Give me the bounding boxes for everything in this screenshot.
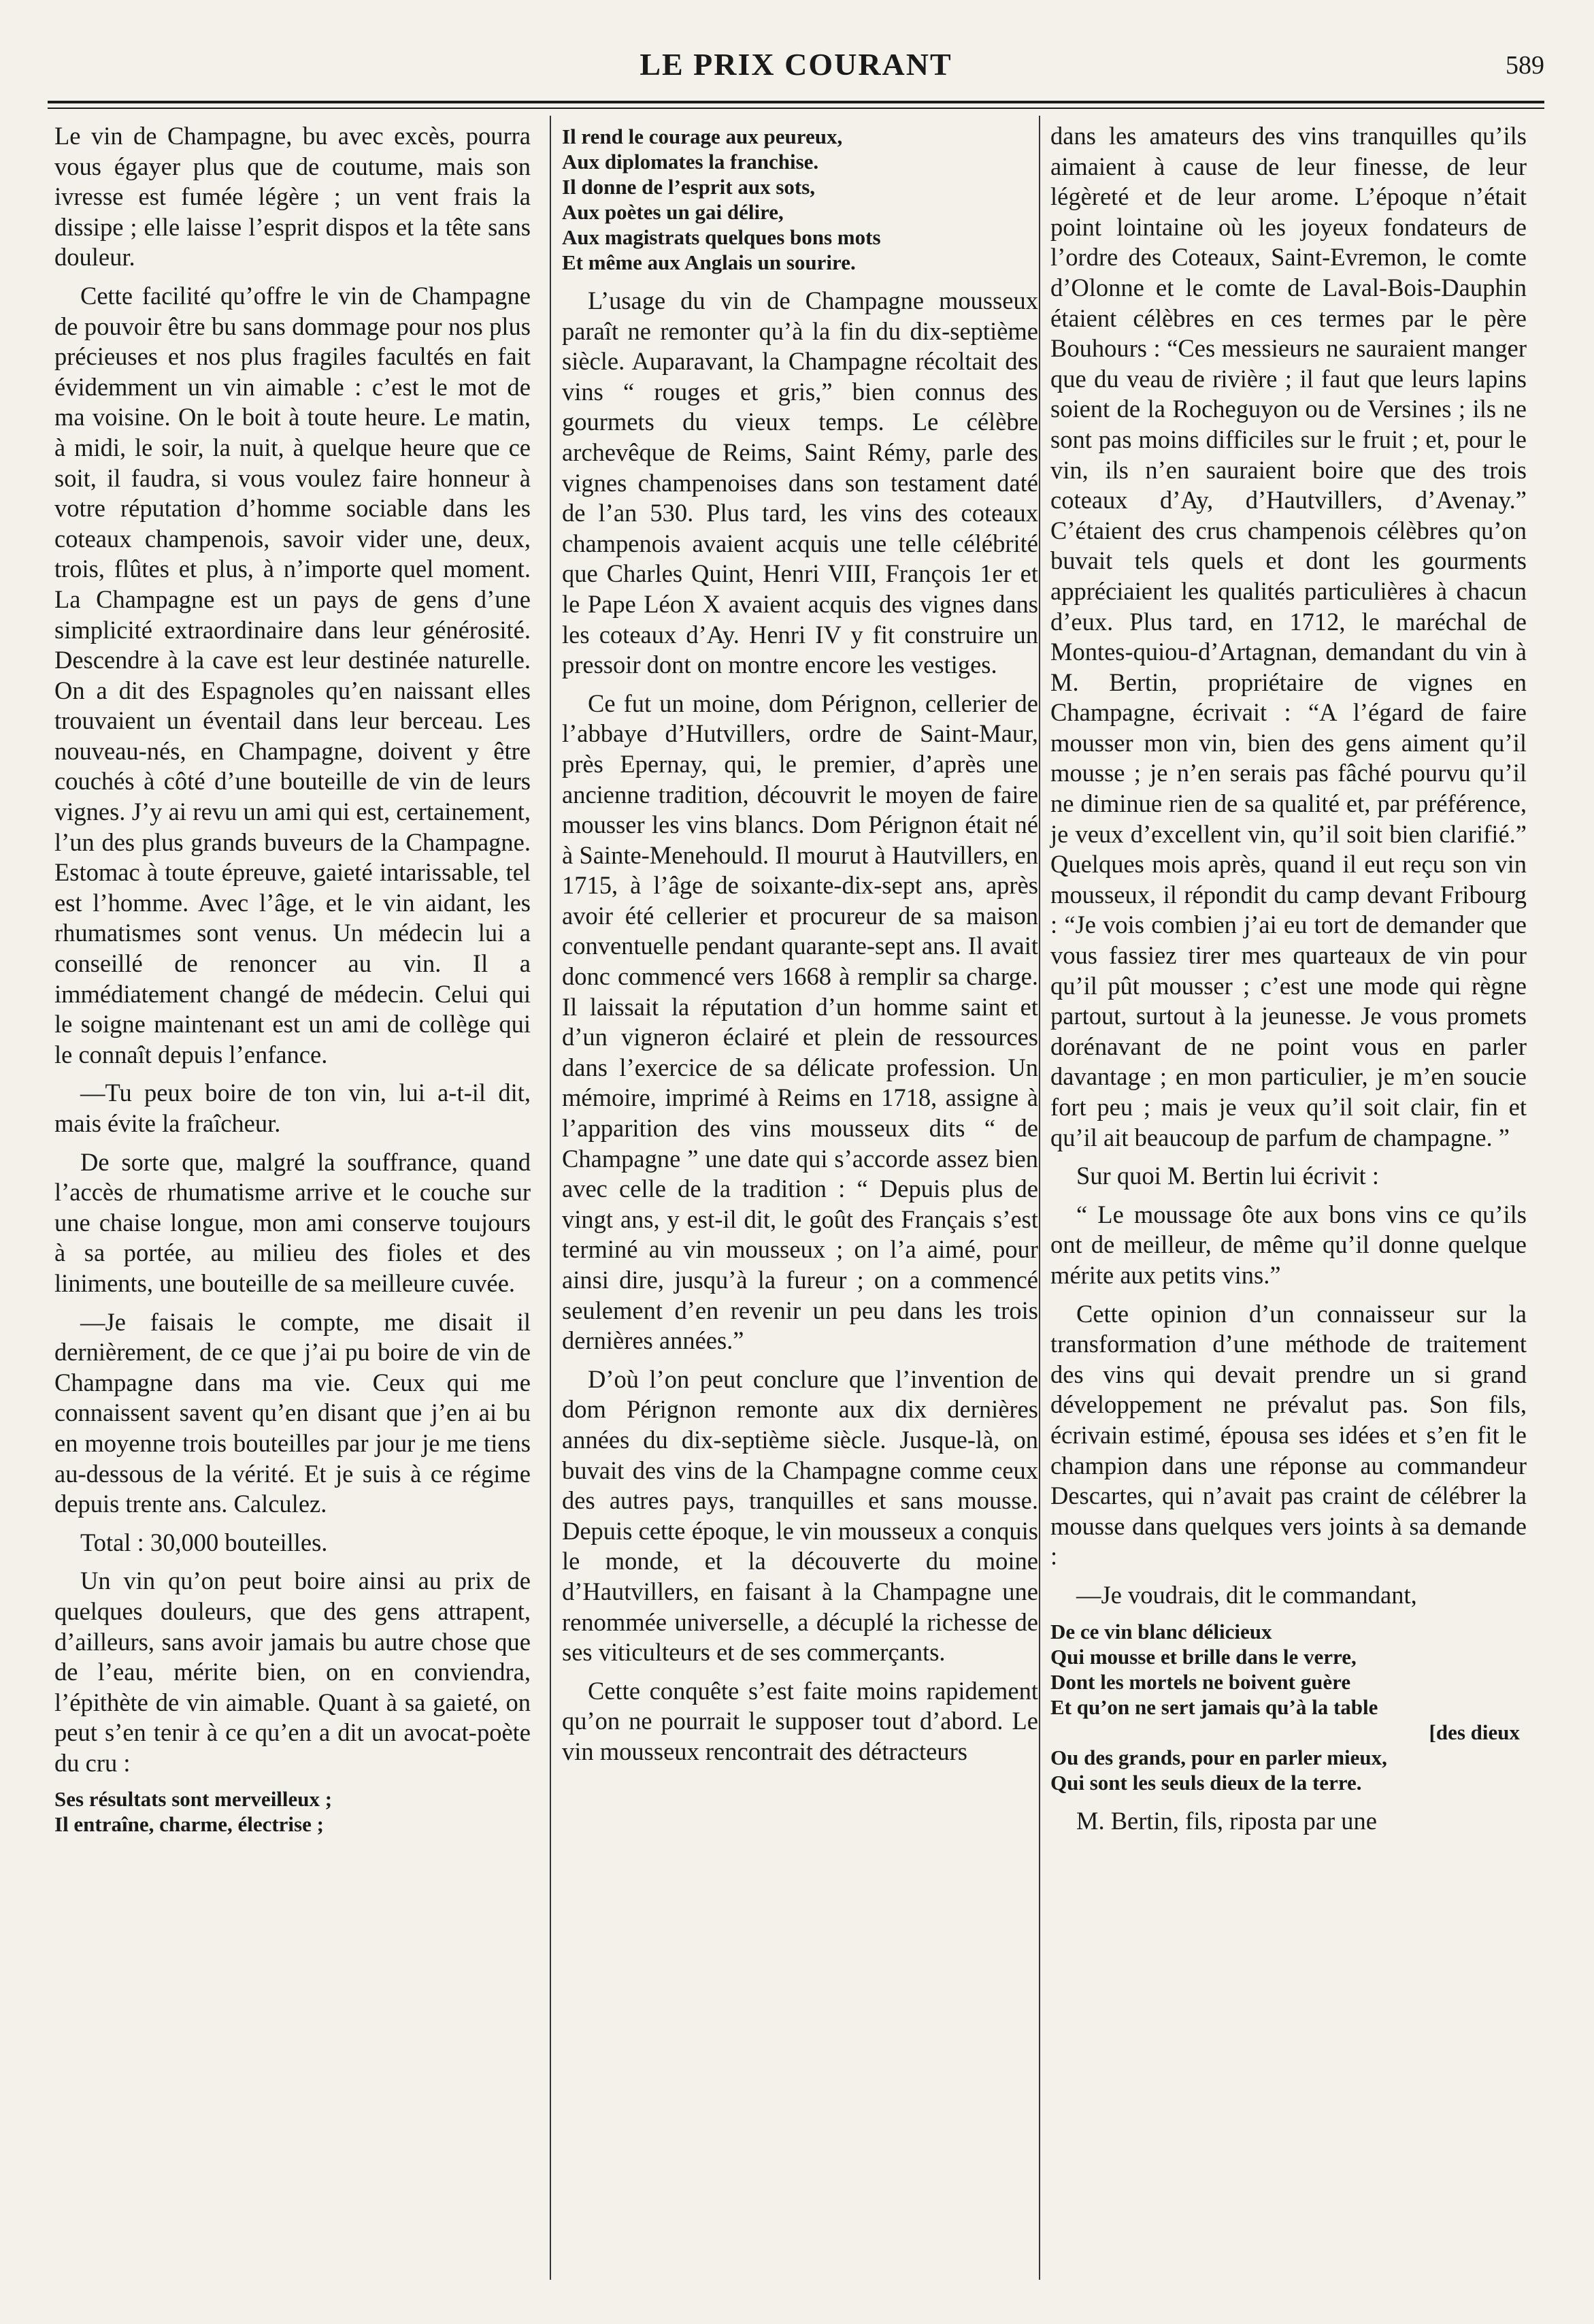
- header-rule: [48, 101, 1544, 103]
- column-1: [54, 121, 531, 1848]
- column-divider: [550, 116, 551, 2280]
- verse-line: Il entraîne, charme, électrise ;: [54, 1812, 324, 1837]
- verse-line: Qui mousse et brille dans le verre,: [1050, 1644, 1357, 1669]
- paragraph: “ Le moussage ôte aux bons vins ce qu’ils ont de meilleur, de même qu’il donne quelque mérite aux petits vins.”: [1050, 1200, 1527, 1289]
- column-divider: [1039, 116, 1040, 2280]
- column-3: [1050, 121, 1527, 1844]
- paragraph: Sur quoi M. Bertin lui écrivit :: [1076, 1162, 1380, 1190]
- running-title: LE PRIX COURANT: [640, 47, 952, 82]
- verse-line: Et même aux Anglais un sourire.: [562, 250, 856, 274]
- column-2: [562, 121, 1038, 1775]
- paragraph: Le vin de Champagne, bu avec excès, pourra vous égayer plus que de coutume, mais son ivresse est fumée légère ; un vent frais la dissipe ; elle laisse l’esprit dispos et la tête sans douleur.: [54, 122, 531, 272]
- paragraph: Cette conquête s’est faite moins rapidement qu’on ne pourrait le supposer tout d’abord. Le vin mousseux rencontrait des détracteurs: [562, 1676, 1038, 1765]
- paragraph: De sorte que, malgré la souffrance, quand l’accès de rhumatisme arrive et le couche sur une chaise longue, mon ami conserve toujours à sa portée, au milieu des fioles et des liniments, une bouteille de sa meilleure cuvée.: [54, 1147, 531, 1297]
- paragraph: Ce fut un moine, dom Pérignon, cellerier de l’abbaye d’Hutvillers, ordre de Saint-Maur, près Epernay, qui, le premier, d’après une ancienne tradition, découvrit le moyen de faire mousser les vins blancs. Dom Pérignon était né à Sainte-Menehould. Il mourut à Hautvillers, en 1715, à l’âge de soixante-dix-sept ans, après avoir été cellerier et procureur de sa maison conventuelle pendant quarante-sept ans. Il avait donc commencé vers 1668 à remplir sa charge. Il laissait la réputation d’un homme saint et d’un vigneron éclairé et plein de ressources dans l’exercice de sa délicate profession. Un mémoire, imprimé à Reims en 1718, assigne à l’apparition des vins mousseux dits “ de Champagne ” une date qui s’accorde assez bien avec celle de la tradition : “ Depuis plus de vingt ans, y est-il dit, le goût des Français s’est terminé au vin mousseux ; on l’a aimé, pour ainsi dire, jusqu’à la fureur ; on a commencé seulement d’en revenir un peu dans les trois dernières années.”: [562, 689, 1038, 1355]
- paragraph: Cette opinion d’un connaisseur sur la transformation d’une méthode de traitement des vins qui devait prendre un si grand développement ne prévalut pas. Son fils, écrivain estimé, épousa ses idées et s’en fit le champion dans une réponse au commandeur Descartes, qui n’avait pas craint de célébrer la mousse dans quelques vers joints à sa demande :: [1050, 1299, 1527, 1571]
- paragraph: dans les amateurs des vins tranquilles qu’ils aimaient à cause de leur finesse, de leur légèreté et de leur arome. L’époque n’était point lointaine où les joyeux fondateurs de l’ordre des Coteaux, Saint-Evremon, le comte d’Olonne et le comte de Laval-Bois-Dauphin étaient célèbres en ces termes par le père Bouhours : “Ces messieurs ne sauraient manger que du veau de rivière ; il faut que leurs lapins soient de la Rocheguyon ou de Versines ; ils ne sont pas moins difficiles sur le fruit ; et, pour le vin, ils n’en sauraient boire que des trois coteaux d’Ay, d’Hautvillers, d’Avenay.” C’étaient des crus champenois célèbres qu’on buvait tels quels et dont les gourments appréciaient les qualités particulières à chacun d’eux. Plus tard, en 1712, le maréchal de Montes-quiou-d’Artagnan, demandant du vin à M. Bertin, propriétaire de vignes en Champagne, écrivait : “A l’égard de faire mousser mon vin, bien des gens aiment qu’il mousse ; je n’en serais pas fâché pourvu qu’il ne diminue rien de sa qualité et, par préférence, je veux d’excellent vin, qu’il soit bien clarifié.” Quelques mois après, quand il eut reçu son vin mousseux, il répondit du camp devant Fribourg : “Je vois combien j’ai eu tort de demander que vous fassiez tirer mes quarteaux de vin pour qu’il pût mousser ; c’est une mode qui règne partout, surtout à la jeunesse. Je vous promets dorénavant de ne point vous en parler davantage ; en mon particulier, je m’en soucie fort peu ; mais je veux qu’il soit clair, fin et qu’il ait beaucoup de parfum de champagne. ”: [1050, 122, 1527, 1151]
- verse-line: Dont les mortels ne boivent guère: [1050, 1669, 1351, 1694]
- verse: [1050, 1619, 1527, 1795]
- paragraph: —Je voudrais, dit le commandant,: [1076, 1580, 1417, 1609]
- verse-line: Aux magistrats quelques bons mots: [562, 225, 881, 249]
- page-number: 589: [1506, 51, 1544, 80]
- paragraph: Cette facilité qu’offre le vin de Champagne de pouvoir être bu sans dommage pour nos plus précieuses et nos plus fragiles facultés en fait évidemment un vin aimable : c’est le mot de ma voisine. On le boit à toute heure. Le matin, à midi, le soir, la nuit, à quelque heure que ce soit, il faudra, si vous voulez faire honneur à votre réputation d’homme sociable dans les coteaux champenois, savoir vider une, deux, trois, flûtes et plus, à n’importe quel moment. La Champagne est un pays de gens d’une simplicité extraordinaire dans leur générosité. Descendre à la cave est leur destinée naturelle. On a dit des Espagnoles qu’en naissant elles trouvaient un éventail dans leur berceau. Les nouveau-nés, en Champagne, doivent y être couchés à côté d’une bouteille de vin de leurs vignes. J’y ai revu un ami qui est, certainement, l’un des plus grands buveurs de la Champagne. Estomac à toute épreuve, gaieté intarissable, tel est l’homme. Avec l’âge, et le vin aidant, les rhumatismes sont venus. Un médecin lui a conseillé de renoncer au vin. Il a immédiatement changé de médecin. Celui qui le soigne maintenant est un ami de collège qui le connaît depuis l’enfance.: [54, 281, 531, 1068]
- paragraph: —Tu peux boire de ton vin, lui a-t-il dit, mais évite la fraîcheur.: [54, 1079, 531, 1137]
- verse: [54, 1786, 531, 1837]
- verse: [562, 124, 1038, 275]
- paragraph: —Je faisais le compte, me disait il dernièrement, de ce que j’ai pu boire de vin de Champagne dans ma vie. Ceux qui me connaissent savent qu’en disant que j’en ai bu en moyenne trois bouteilles par jour je me tiens au-dessous de la vérité. Et je suis à ce régime depuis trente ans. Calculez.: [54, 1307, 531, 1518]
- verse-line: Il donne de l’esprit aux sots,: [562, 175, 816, 199]
- verse-line: Ses résultats sont merveilleux ;: [54, 1787, 333, 1812]
- verse-line: De ce vin blanc délicieux: [1050, 1619, 1272, 1643]
- paragraph: Un vin qu’on peut boire ainsi au prix de quelques douleurs, que des gens attrapent, d’ailleurs, sans avoir jamais bu autre chose que de l’eau, mérite bien, on en conviendra, l’épithète de vin aimable. Quant à sa gaieté, on peut s’en tenir à ce qu’en a dit un avocat-poète du cru :: [54, 1567, 531, 1777]
- verse-line: Aux diplomates la franchise.: [562, 150, 819, 174]
- paragraph: D’où l’on peut conclure que l’invention de dom Pérignon remonte aux dix dernières années du dix-septième siècle. Jusque-là, on buvait des vins de la Champagne comme ceux des autres pays, tranquilles et sans mousse. Depuis cette époque, le vin mousseux a conquis le monde, et la découverte du moine d’Hautvillers, en faisant à la Champagne une renommée universelle, a décuplé la richesse de ses viticulteurs et de ses commerçants.: [562, 1364, 1038, 1667]
- verse-line: Ou des grands, pour en parler mieux,: [1050, 1745, 1387, 1769]
- verse-line: Qui sont les seuls dieux de la terre.: [1050, 1770, 1362, 1795]
- verse-line: Aux poètes un gai délire,: [562, 200, 784, 224]
- paragraph: M. Bertin, fils, riposta par une: [1076, 1806, 1377, 1835]
- page-header: [48, 46, 1544, 101]
- header-rule-thin: [48, 108, 1544, 109]
- verse-line: Et qu’on ne sert jamais qu’à la table: [1050, 1695, 1378, 1719]
- verse-line: [des dieux: [1429, 1720, 1520, 1744]
- paragraph: L’usage du vin de Champagne mousseux paraît ne remonter qu’à la fin du dix-septième siècle. Auparavant, la Champagne récoltait des vins “ rouges et gris,” bien connus des gourmets du vieux temps. Le célèbre archevêque de Reims, Saint Rémy, parle des vignes champenoises dans son testament daté de l’an 530. Plus tard, les vins des coteaux champenois avaient acquis une telle célébrité que Charles Quint, Henri VIII, François 1er et le Pape Léon X avaient acquis des vignes dans les coteaux d’Ay. Henri IV y fit construire un pressoir dont on montre encore les vestiges.: [562, 287, 1038, 679]
- paragraph: Total : 30,000 bouteilles.: [80, 1528, 328, 1556]
- verse-line: Il rend le courage aux peureux,: [562, 125, 843, 148]
